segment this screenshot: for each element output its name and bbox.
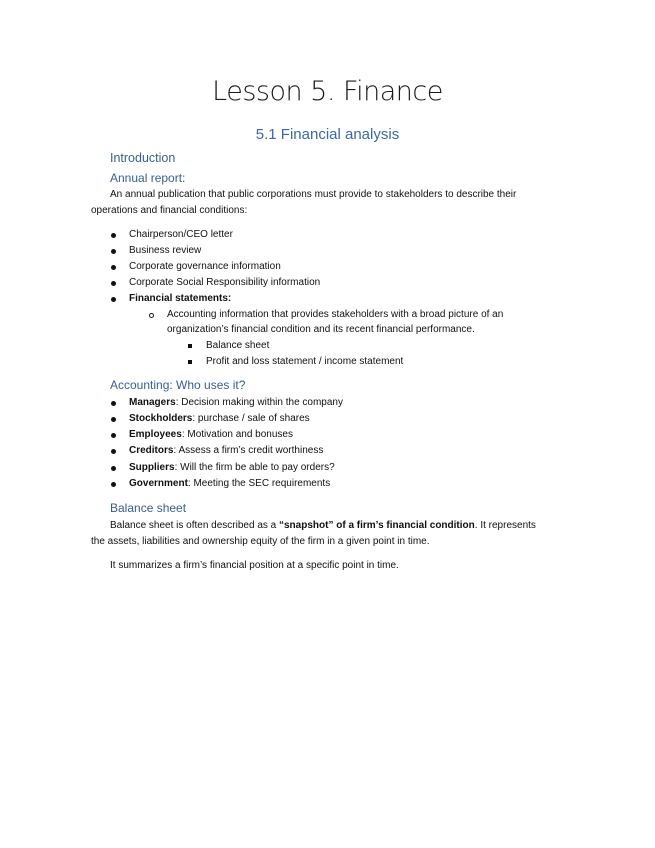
list-item-term: Employees: [129, 429, 182, 440]
bullet-dot: [111, 482, 116, 487]
list-item: [129, 477, 330, 491]
list-item-desc: : Decision making within the company: [175, 397, 343, 408]
list-item-term: Managers: [129, 397, 176, 408]
annual-report-heading: Annual report:: [110, 171, 186, 185]
sub-list-item-line-2: organization’s financial condition and its recent financial performance.: [167, 324, 475, 335]
list-item: Corporate governance information: [129, 261, 281, 272]
sub-sub-bullet-square: [188, 344, 192, 348]
list-item: [129, 461, 335, 475]
bullet-dot: [111, 265, 116, 270]
list-item-term: Stockholders: [129, 413, 193, 424]
list-item: Corporate Social Responsibility information: [129, 277, 321, 288]
intro-paragraph-line-2: operations and financial conditions:: [91, 205, 248, 216]
intro-heading: Introduction: [110, 151, 176, 165]
section-subtitle: 5.1 Financial analysis: [255, 126, 400, 143]
sub-sub-list-item: Profit and loss statement / income statement: [206, 356, 404, 367]
balance-text-c: . It represents: [474, 520, 536, 531]
accounting-heading: Accounting: Who uses it?: [110, 378, 246, 392]
list-item-term: Creditors: [129, 445, 174, 456]
bullet-dot: [111, 297, 116, 302]
list-item-desc: : Motivation and bonuses: [181, 429, 293, 440]
balance-paragraph-line-1: [110, 519, 536, 533]
list-item: [129, 396, 343, 410]
balance-sheet-heading: Balance sheet: [110, 501, 187, 515]
list-item: [129, 428, 293, 442]
list-item-desc: : Will the firm be able to pay orders?: [174, 462, 335, 473]
sub-list-item-line-1: Accounting information that provides stakeholders with a broad picture of an: [167, 309, 504, 320]
bullet-dot: [111, 449, 116, 454]
sub-sub-list-item: Balance sheet: [206, 340, 270, 351]
bullet-dot: [111, 433, 116, 438]
balance-text-bold: “snapshot” of a firm’s financial condition: [279, 520, 475, 531]
list-item: [129, 444, 323, 458]
balance-text-a: Balance sheet is often described as a: [110, 520, 279, 531]
list-item: Business review: [129, 245, 202, 256]
bullet-dot: [111, 401, 116, 406]
list-item-term: Suppliers: [129, 462, 175, 473]
bullet-dot: [111, 233, 116, 238]
bullet-dot: [111, 417, 116, 422]
balance-paragraph-2: It summarizes a firm’s financial position at a specific point in time.: [110, 560, 399, 571]
list-item-desc: : Assess a firm’s credit worthiness: [173, 445, 324, 456]
list-item: Chairperson/CEO letter: [129, 229, 233, 240]
list-item-term: Government: [129, 478, 188, 489]
list-item-desc: : Meeting the SEC requirements: [187, 478, 331, 489]
bullet-dot: [111, 466, 116, 471]
list-item: Financial statements:: [129, 293, 232, 304]
intro-paragraph-line-1: An annual publication that public corporations must provide to stakeholders to describe their: [110, 189, 517, 200]
balance-paragraph-line-2: the assets, liabilities and ownership equity of the firm in a given point in time.: [91, 536, 430, 547]
list-item-desc: : purchase / sale of shares: [192, 413, 310, 424]
sub-sub-bullet-square: [188, 360, 192, 364]
page-title: Lesson 5. Finance: [212, 76, 443, 107]
sub-bullet-circle: [149, 313, 154, 318]
bullet-dot: [111, 249, 116, 254]
list-item: [129, 412, 310, 426]
bullet-dot: [111, 281, 116, 286]
